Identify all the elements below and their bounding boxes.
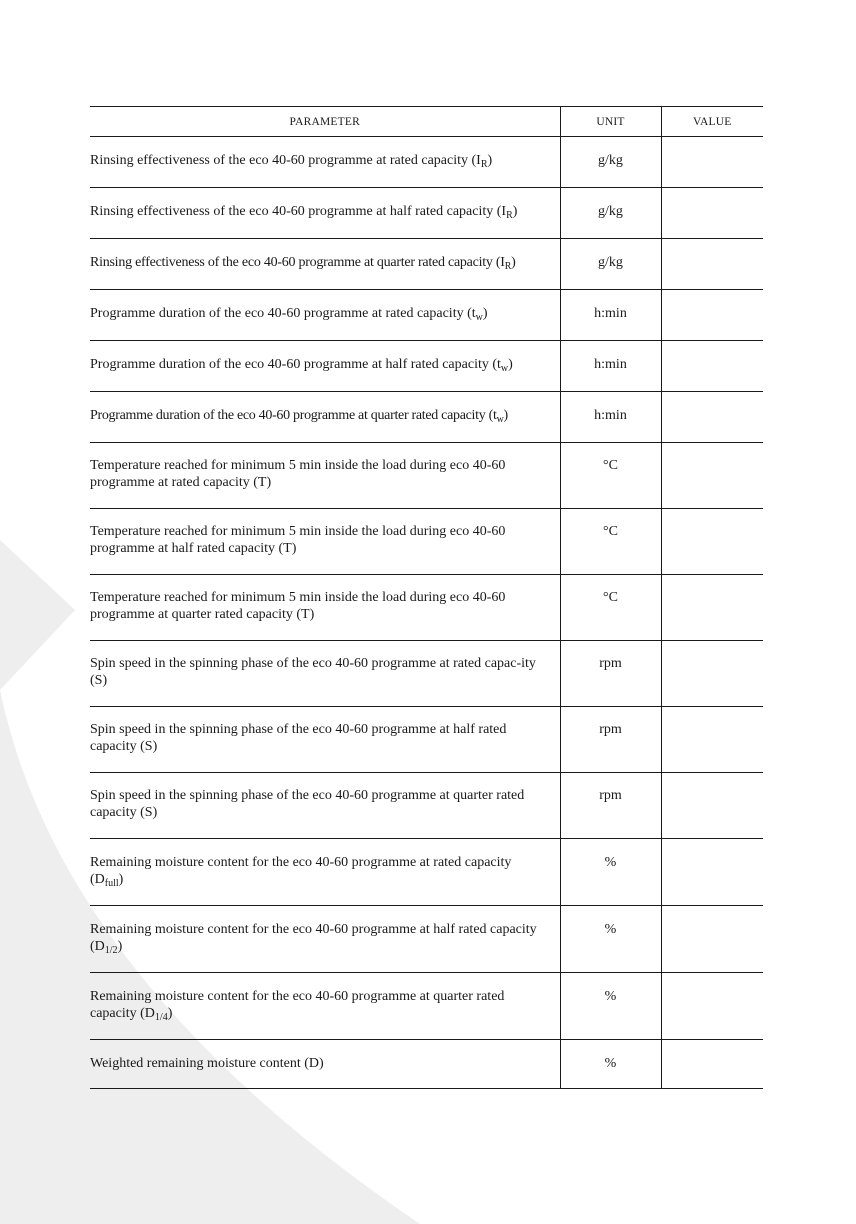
parameter-cell: Spin speed in the spinning phase of the eco 40-60 programme at half rated capacity (S) bbox=[90, 707, 560, 773]
value-cell[interactable] bbox=[661, 575, 763, 641]
unit-cell: h:min bbox=[560, 392, 661, 443]
unit-cell: g/kg bbox=[560, 239, 661, 290]
parameter-cell: Weighted remaining moisture content (D) bbox=[90, 1040, 560, 1089]
parameter-cell: Programme duration of the eco 40-60 programme at rated capacity $(t_w)$ bbox=[90, 290, 560, 341]
value-cell[interactable] bbox=[661, 341, 763, 392]
value-cell[interactable] bbox=[661, 239, 763, 290]
table-row bbox=[90, 641, 763, 707]
table-row bbox=[90, 188, 763, 239]
value-cell[interactable] bbox=[661, 188, 763, 239]
parameter-cell: Spin speed in the spinning phase of the eco 40-60 programme at quarter rated capacity (S) bbox=[90, 773, 560, 839]
unit-cell: rpm bbox=[560, 641, 661, 707]
table-row bbox=[90, 1040, 763, 1089]
table-row bbox=[90, 839, 763, 906]
parameter-cell: Remaining moisture content for the eco 40-60 programme at quarter rated capacity $(D_{1/4})$ bbox=[90, 973, 560, 1040]
unit-cell: % bbox=[560, 1040, 661, 1089]
unit-cell: g/kg bbox=[560, 188, 661, 239]
header-unit: UNIT bbox=[560, 107, 661, 137]
table-row bbox=[90, 973, 763, 1040]
unit-cell: °C bbox=[560, 509, 661, 575]
value-cell[interactable] bbox=[661, 773, 763, 839]
parameter-cell: Rinsing effectiveness of the eco 40-60 programme at quarter rated capacity $(I_R)$ bbox=[90, 239, 560, 290]
value-cell[interactable] bbox=[661, 137, 763, 188]
unit-cell: h:min bbox=[560, 341, 661, 392]
value-cell[interactable] bbox=[661, 973, 763, 1040]
table-row bbox=[90, 509, 763, 575]
table-row bbox=[90, 707, 763, 773]
parameter-cell: Temperature reached for minimum 5 min inside the load during eco 40-60 programme at quarter rated capacity (T) bbox=[90, 575, 560, 641]
table-row bbox=[90, 443, 763, 509]
parameter-cell: Temperature reached for minimum 5 min inside the load during eco 40-60 programme at half rated capacity (T) bbox=[90, 509, 560, 575]
parameter-cell: Rinsing effectiveness of the eco 40-60 programme at rated capacity $(I_R)$ bbox=[90, 137, 560, 188]
table-row bbox=[90, 290, 763, 341]
table-row bbox=[90, 392, 763, 443]
unit-cell: rpm bbox=[560, 707, 661, 773]
table-row bbox=[90, 575, 763, 641]
value-cell[interactable] bbox=[661, 839, 763, 906]
value-cell[interactable] bbox=[661, 290, 763, 341]
parameter-cell: Remaining moisture content for the eco 40-60 programme at rated capacity $(D_{full})$ bbox=[90, 839, 560, 906]
value-cell[interactable] bbox=[661, 392, 763, 443]
unit-cell: % bbox=[560, 973, 661, 1040]
value-cell[interactable] bbox=[661, 509, 763, 575]
header-value: VALUE bbox=[661, 107, 763, 137]
table-row bbox=[90, 341, 763, 392]
table-row bbox=[90, 239, 763, 290]
unit-cell: h:min bbox=[560, 290, 661, 341]
parameter-table bbox=[90, 106, 763, 1089]
value-cell[interactable] bbox=[661, 906, 763, 973]
parameter-cell: Temperature reached for minimum 5 min inside the load during eco 40-60 programme at rated capacity (T) bbox=[90, 443, 560, 509]
table-row bbox=[90, 906, 763, 973]
table-header-row bbox=[90, 107, 763, 137]
value-cell[interactable] bbox=[661, 1040, 763, 1089]
document-page bbox=[90, 106, 763, 1089]
table-row bbox=[90, 773, 763, 839]
value-cell[interactable] bbox=[661, 707, 763, 773]
parameter-cell: Rinsing effectiveness of the eco 40-60 programme at half rated capacity $(I_R)$ bbox=[90, 188, 560, 239]
unit-cell: rpm bbox=[560, 773, 661, 839]
unit-cell: °C bbox=[560, 575, 661, 641]
unit-cell: g/kg bbox=[560, 137, 661, 188]
parameter-cell: Remaining moisture content for the eco 40-60 programme at half rated capacity $(D_{1/2})$ bbox=[90, 906, 560, 973]
unit-cell: % bbox=[560, 906, 661, 973]
table-row bbox=[90, 137, 763, 188]
unit-cell: % bbox=[560, 839, 661, 906]
parameter-cell: Programme duration of the eco 40-60 programme at half rated capacity $(t_w)$ bbox=[90, 341, 560, 392]
parameter-cell: Spin speed in the spinning phase of the eco 40-60 programme at rated capac-ity (S) bbox=[90, 641, 560, 707]
unit-cell: °C bbox=[560, 443, 661, 509]
header-parameter: PARAMETER bbox=[90, 107, 560, 137]
value-cell[interactable] bbox=[661, 443, 763, 509]
value-cell[interactable] bbox=[661, 641, 763, 707]
parameter-cell: Programme duration of the eco 40-60 programme at quarter rated capacity $(t_w)$ bbox=[90, 392, 560, 443]
